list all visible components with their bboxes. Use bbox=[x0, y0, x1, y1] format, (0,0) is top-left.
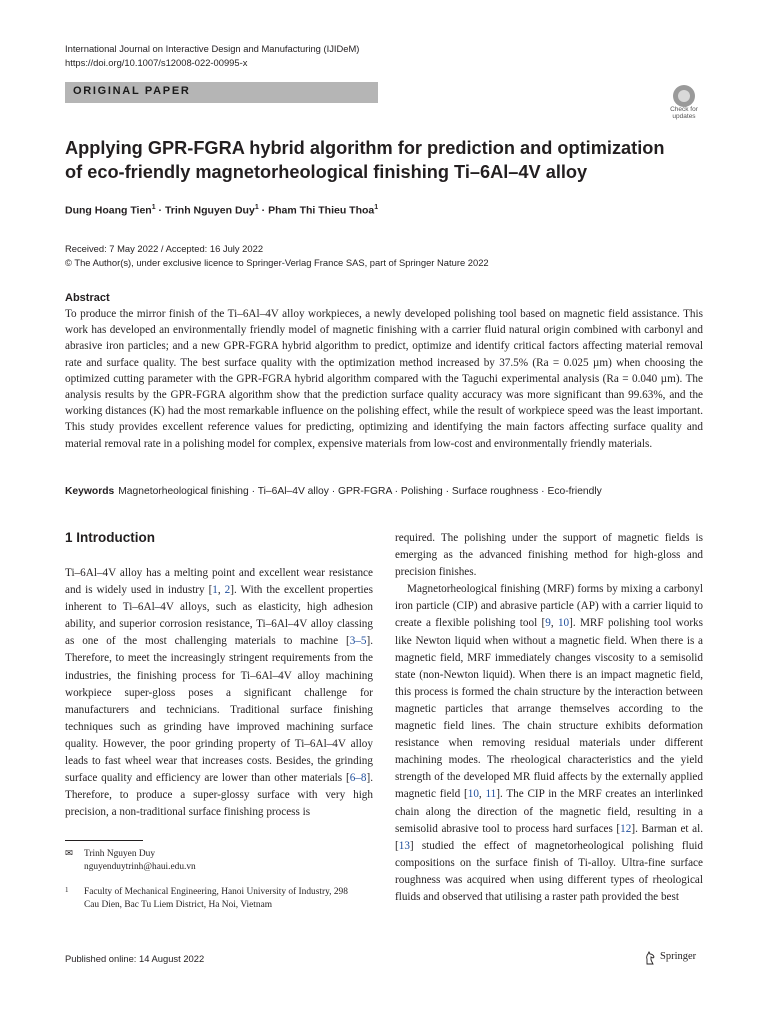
author-list bbox=[65, 204, 378, 217]
doi-link[interactable]: https://doi.org/10.1007/s12008-022-00995-x bbox=[65, 57, 248, 68]
body-text: , bbox=[478, 788, 486, 801]
body-text: Magnetorheological finishing (MRF) forms by mixing a carbonyl iron particle (CIP) and abrasive particle (AP) with a carrier liquid to create a flexible polishing tool [ bbox=[395, 583, 703, 630]
citation-link[interactable]: 12 bbox=[620, 822, 632, 835]
check-for-updates-badge[interactable] bbox=[664, 84, 704, 124]
crossmark-label bbox=[664, 107, 704, 120]
abstract-text: To produce the mirror finish of the Ti–6Al–4V alloy workpieces, a newly developed polishing tool based on magnetic field assistance. This work has developed an environmentally friendly model of magnetic finishing with a carrier fluid natural origin combined with carbonyl and abrasive iron particles; and a new GPR-FGRA hybrid algorithm to predict, optimize and identify critical factors affecting material removal rate and surface quality. The best surface quality with the optimization method increased by 37.5% (Ra = 0.025 µm) when choosing the optimized cutting parameter with the GPR-FGRA hybrid algorithm compared with the Taguchi experimental analysis (Ra = 0.040 µm). The analysis results by the GPR-FGRA algorithm show that the prediction surface quality accuracy was more significant than 99.63%, and the working distances (K) had the most remarkable influence on the polishing effect, while the result of workpiece speed was the least important. This study provides excellent reference values for predicting, optimizing and identifying the main factors affecting surface quality and material removal rate in a polishing model for complex, expensive materials from low-cost and environmentally friendly materials. bbox=[65, 308, 703, 450]
journal-name: International Journal on Interactive Design and Manufacturing (IJIDeM) bbox=[65, 43, 360, 54]
intro-left-column bbox=[65, 565, 373, 821]
corresponding-author-name: Trinh Nguyen Duy bbox=[84, 849, 156, 859]
corresponding-author-note bbox=[65, 848, 196, 874]
citation-link[interactable]: 1 bbox=[212, 584, 218, 597]
body-text: required. The polishing under the support of magnetic fields is emerging as the advanced finishing method for high-gloss and precision finishes. bbox=[395, 532, 703, 579]
crossmark-icon bbox=[673, 85, 695, 107]
body-text: , bbox=[550, 617, 558, 630]
footnote-divider bbox=[65, 840, 143, 841]
citation-link[interactable]: 11 bbox=[485, 788, 497, 801]
body-text: , bbox=[217, 584, 225, 597]
body-text: ]. MRF polishing tool works like Newton liquid when without a magnetic field. When there is a magnetic field, MRF immediately changes viscosity to a semisolid state (non-Newton liquid). When there is an impact magnetic field, this process is formed the chain structure by the interaction between magnetic particles that arrange themselves according to the magnetic field lines. The chain structure exhibits deformation resistance when removing residual materials under different machining modes. The rheological characteristics and the yield strength of the developed MR fluid affects by the externally applied magnetic field [ bbox=[395, 617, 703, 801]
citation-link[interactable]: 9 bbox=[545, 617, 551, 630]
author-affiliation-mark: 1 bbox=[254, 204, 259, 211]
affiliation-note bbox=[65, 886, 355, 912]
article-history bbox=[65, 242, 489, 270]
intro-right-column bbox=[395, 530, 703, 906]
body-text: Ti–6Al–4V alloy has a melting point and excellent wear resistance and is widely used in industry [ bbox=[65, 567, 373, 597]
citation-link[interactable]: 6–8 bbox=[349, 772, 367, 785]
affiliation-text: Faculty of Mechanical Engineering, Hanoi University of Industry, 298 Cau Dien, Bac Tu Liem District, Ha Noi, Vietnam bbox=[84, 887, 348, 910]
body-text: ] studied the effect of magnetorheological polishing fluid compositions on the surface finish of Ti-alloy. Ultra-fine surface roughness was acquired when using different types of rheological fluids and observed that utilising a raster path provided the best bbox=[395, 839, 703, 903]
author-name[interactable]: Dung Hoang Tien bbox=[65, 204, 152, 217]
journal-header bbox=[65, 42, 359, 70]
published-online-date: Published online: 14 August 2022 bbox=[65, 953, 205, 964]
keywords-label: Keywords bbox=[65, 486, 115, 497]
corresponding-author-email[interactable]: nguyenduytrinh@haui.edu.vn bbox=[84, 862, 196, 872]
body-text: ]. With the excellent properties inherent to Ti–6Al–4V alloys, such as elasticity, high adhesion ability, and superior corrosion resistance, Ti–6Al–4V alloy classing as one of the most challenging materials to machine [ bbox=[65, 584, 373, 648]
author-separator: · bbox=[155, 204, 165, 217]
body-text: ]. Barman et al. [ bbox=[395, 822, 703, 852]
keywords-list: Magnetorheological finishing · Ti–6Al–4V alloy · GPR-FGRA · Polishing · Surface roughness · Eco-friendly bbox=[118, 486, 602, 497]
article-type-banner bbox=[65, 82, 378, 103]
body-text: ]. Therefore, to produce a super-glossy surface with very high precision, a non-traditional surface finishing process is bbox=[65, 772, 373, 819]
author-name[interactable]: Pham Thi Thieu Thoa bbox=[268, 204, 375, 217]
citation-link[interactable]: 10 bbox=[557, 617, 570, 630]
crossmark-line1: Check for bbox=[670, 106, 698, 113]
springer-horse-icon bbox=[644, 951, 656, 965]
section-heading-introduction: 1 Introduction bbox=[65, 530, 155, 545]
crossmark-line2: updates bbox=[672, 112, 696, 120]
envelope-icon: ✉ bbox=[65, 849, 73, 859]
copyright-notice: © The Author(s), under exclusive licence to Springer-Verlag France SAS, part of Springer Nature 2022 bbox=[65, 257, 489, 268]
affiliation-number: 1 bbox=[65, 886, 69, 894]
body-text: ]. The CIP in the MRF creates an interlinked chain along the direction of the magnetic field, resulting in a semisolid abrasive tool to process hard surfaces [ bbox=[395, 788, 703, 835]
citation-link[interactable]: 13 bbox=[398, 839, 410, 852]
body-text: ]. Therefore, to meet the increasingly stringent requirements from the industries, the finishing process for Ti–6Al–4V alloy machining workpiece super-gloss poses a significant challenge for manufacturers and technicians. Traditional surface finishing techniques such as grinding have improved machining surface quality. However, the poor grinding property of Ti–6Al–4V alloy leads to fast wheel wear that increases costs. Besides, the grinding surface quality and efficiency are lower than other materials [ bbox=[65, 635, 373, 785]
citation-link[interactable]: 2 bbox=[224, 584, 231, 597]
publisher-logo bbox=[644, 950, 706, 966]
received-accepted-dates: Received: 7 May 2022 / Accepted: 16 July 2022 bbox=[65, 243, 264, 254]
author-name[interactable]: Trinh Nguyen Duy bbox=[164, 204, 255, 217]
keywords-line bbox=[65, 486, 705, 497]
author-affiliation-mark: 1 bbox=[374, 204, 379, 211]
abstract-heading: Abstract bbox=[65, 292, 110, 304]
publisher-name: Springer bbox=[660, 951, 697, 962]
citation-link[interactable]: 10 bbox=[467, 788, 479, 801]
article-type-label: ORIGINAL PAPER bbox=[73, 85, 191, 97]
author-affiliation-mark: 1 bbox=[151, 204, 156, 211]
citation-link[interactable]: 3–5 bbox=[349, 635, 367, 648]
author-separator: · bbox=[258, 204, 269, 217]
article-title: Applying GPR-FGRA hybrid algorithm for prediction and optimization of eco-friendly magnetorheological finishing Ti–6Al–4V alloy bbox=[65, 138, 665, 182]
